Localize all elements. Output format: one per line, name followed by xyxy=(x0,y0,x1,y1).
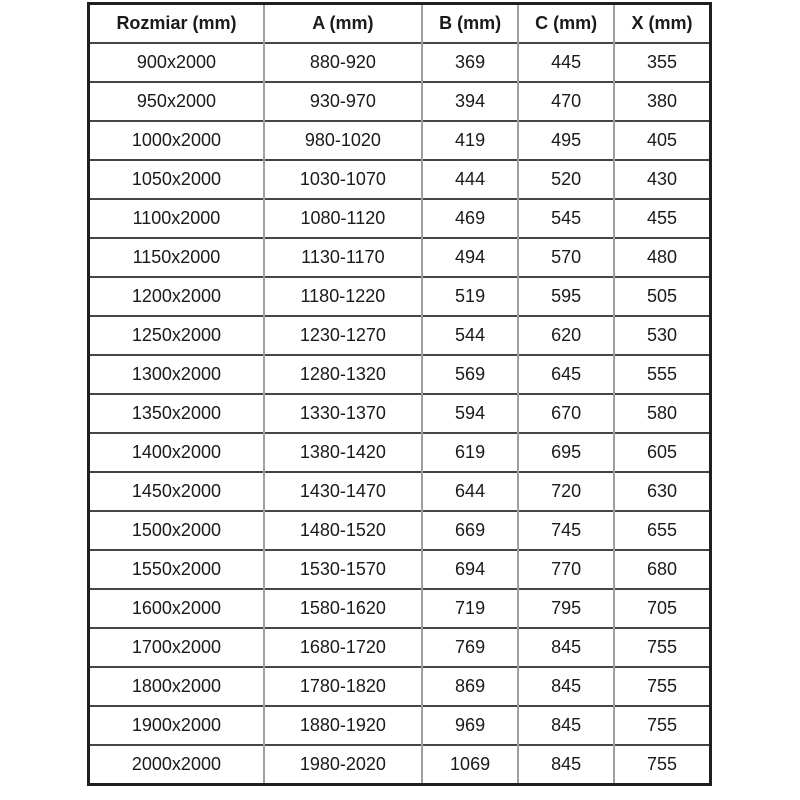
table-row xyxy=(89,550,711,589)
cell: 755 xyxy=(614,667,710,706)
cell: 845 xyxy=(518,628,614,667)
cell: 1130-1170 xyxy=(264,238,422,277)
cell: 444 xyxy=(422,160,518,199)
table-row xyxy=(89,82,711,121)
cell: 2000x2000 xyxy=(89,745,264,785)
cell: 755 xyxy=(614,628,710,667)
cell: 620 xyxy=(518,316,614,355)
cell: 1800x2000 xyxy=(89,667,264,706)
cell: 1230-1270 xyxy=(264,316,422,355)
cell: 494 xyxy=(422,238,518,277)
cell: 1450x2000 xyxy=(89,472,264,511)
column-header-b: B (mm) xyxy=(422,4,518,44)
table-row xyxy=(89,160,711,199)
cell: 605 xyxy=(614,433,710,472)
table-row xyxy=(89,511,711,550)
cell: 1350x2000 xyxy=(89,394,264,433)
cell: 845 xyxy=(518,706,614,745)
cell: 594 xyxy=(422,394,518,433)
cell: 669 xyxy=(422,511,518,550)
cell: 1000x2000 xyxy=(89,121,264,160)
cell: 770 xyxy=(518,550,614,589)
table-row xyxy=(89,706,711,745)
table-row xyxy=(89,433,711,472)
cell: 1400x2000 xyxy=(89,433,264,472)
cell: 645 xyxy=(518,355,614,394)
cell: 580 xyxy=(614,394,710,433)
cell: 694 xyxy=(422,550,518,589)
cell: 1600x2000 xyxy=(89,589,264,628)
cell: 1480-1520 xyxy=(264,511,422,550)
column-header-c: C (mm) xyxy=(518,4,614,44)
cell: 969 xyxy=(422,706,518,745)
table-row xyxy=(89,121,711,160)
cell: 470 xyxy=(518,82,614,121)
cell: 1380-1420 xyxy=(264,433,422,472)
cell: 544 xyxy=(422,316,518,355)
cell: 1680-1720 xyxy=(264,628,422,667)
cell: 505 xyxy=(614,277,710,316)
cell: 419 xyxy=(422,121,518,160)
cell: 644 xyxy=(422,472,518,511)
cell: 619 xyxy=(422,433,518,472)
table-row xyxy=(89,628,711,667)
table-row xyxy=(89,316,711,355)
table-row xyxy=(89,277,711,316)
cell: 1530-1570 xyxy=(264,550,422,589)
cell: 569 xyxy=(422,355,518,394)
cell: 1700x2000 xyxy=(89,628,264,667)
column-header-x: X (mm) xyxy=(614,4,710,44)
cell: 670 xyxy=(518,394,614,433)
cell: 705 xyxy=(614,589,710,628)
cell: 930-970 xyxy=(264,82,422,121)
cell: 369 xyxy=(422,43,518,82)
table-row xyxy=(89,238,711,277)
cell: 1300x2000 xyxy=(89,355,264,394)
dimensions-table xyxy=(87,2,712,786)
cell: 495 xyxy=(518,121,614,160)
cell: 430 xyxy=(614,160,710,199)
cell: 570 xyxy=(518,238,614,277)
cell: 755 xyxy=(614,745,710,785)
cell: 680 xyxy=(614,550,710,589)
cell: 555 xyxy=(614,355,710,394)
cell: 1900x2000 xyxy=(89,706,264,745)
cell: 595 xyxy=(518,277,614,316)
cell: 1100x2000 xyxy=(89,199,264,238)
cell: 530 xyxy=(614,316,710,355)
cell: 380 xyxy=(614,82,710,121)
cell: 1080-1120 xyxy=(264,199,422,238)
cell: 1980-2020 xyxy=(264,745,422,785)
column-header-a: A (mm) xyxy=(264,4,422,44)
cell: 755 xyxy=(614,706,710,745)
cell: 545 xyxy=(518,199,614,238)
cell: 1069 xyxy=(422,745,518,785)
cell: 950x2000 xyxy=(89,82,264,121)
cell: 394 xyxy=(422,82,518,121)
table-row xyxy=(89,667,711,706)
cell: 720 xyxy=(518,472,614,511)
table-header xyxy=(89,4,711,44)
cell: 845 xyxy=(518,745,614,785)
cell: 1030-1070 xyxy=(264,160,422,199)
table-row xyxy=(89,199,711,238)
table-row xyxy=(89,394,711,433)
cell: 1430-1470 xyxy=(264,472,422,511)
cell: 630 xyxy=(614,472,710,511)
column-header-rozmiar: Rozmiar (mm) xyxy=(89,4,264,44)
cell: 1880-1920 xyxy=(264,706,422,745)
cell: 455 xyxy=(614,199,710,238)
header-row xyxy=(89,4,711,44)
cell: 900x2000 xyxy=(89,43,264,82)
cell: 980-1020 xyxy=(264,121,422,160)
cell: 445 xyxy=(518,43,614,82)
cell: 1500x2000 xyxy=(89,511,264,550)
cell: 745 xyxy=(518,511,614,550)
cell: 1200x2000 xyxy=(89,277,264,316)
cell: 1150x2000 xyxy=(89,238,264,277)
table-row xyxy=(89,355,711,394)
cell: 795 xyxy=(518,589,614,628)
cell: 1330-1370 xyxy=(264,394,422,433)
table-row xyxy=(89,472,711,511)
cell: 480 xyxy=(614,238,710,277)
cell: 520 xyxy=(518,160,614,199)
cell: 769 xyxy=(422,628,518,667)
cell: 469 xyxy=(422,199,518,238)
table-row xyxy=(89,589,711,628)
cell: 1050x2000 xyxy=(89,160,264,199)
cell: 845 xyxy=(518,667,614,706)
cell: 1180-1220 xyxy=(264,277,422,316)
cell: 719 xyxy=(422,589,518,628)
cell: 1780-1820 xyxy=(264,667,422,706)
cell: 1550x2000 xyxy=(89,550,264,589)
cell: 405 xyxy=(614,121,710,160)
cell: 655 xyxy=(614,511,710,550)
cell: 519 xyxy=(422,277,518,316)
table-row xyxy=(89,745,711,785)
cell: 355 xyxy=(614,43,710,82)
cell: 880-920 xyxy=(264,43,422,82)
cell: 695 xyxy=(518,433,614,472)
cell: 1580-1620 xyxy=(264,589,422,628)
table-body xyxy=(89,43,711,785)
table-row xyxy=(89,43,711,82)
size-table-container xyxy=(87,2,712,786)
cell: 869 xyxy=(422,667,518,706)
cell: 1250x2000 xyxy=(89,316,264,355)
cell: 1280-1320 xyxy=(264,355,422,394)
